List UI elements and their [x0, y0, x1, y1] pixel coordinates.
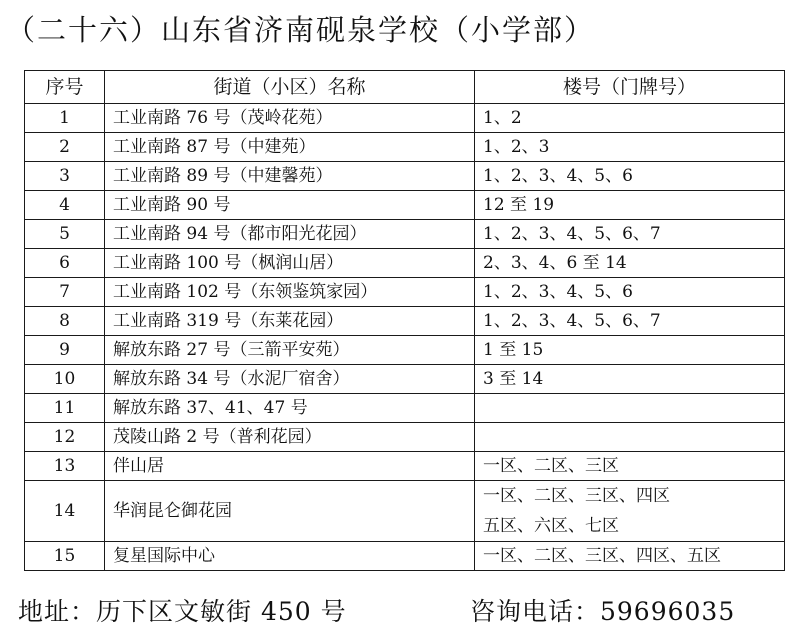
row-street: 工业南路 102 号（东领鉴筑家园）	[105, 278, 475, 307]
table-row	[25, 452, 785, 481]
row-building-numbers	[475, 481, 785, 542]
building-line: 一区、二区、三区、四区	[483, 486, 670, 506]
row-street: 解放东路 34 号（水泥厂宿舍）	[105, 365, 475, 394]
footer-phone: 咨询电话：59696035	[470, 597, 736, 626]
row-street: 工业南路 76 号（茂岭花苑）	[105, 104, 475, 133]
table-row	[25, 542, 785, 571]
row-street: 解放东路 37、41、47 号	[105, 394, 475, 423]
row-building-numbers: 1、2、3、4、5、6、7	[475, 220, 785, 249]
row-street: 工业南路 94 号（都市阳光花园）	[105, 220, 475, 249]
row-index: 6	[25, 249, 105, 278]
row-index: 15	[25, 542, 105, 571]
row-building-numbers: 1 至 15	[475, 336, 785, 365]
row-index: 10	[25, 365, 105, 394]
row-index: 5	[25, 220, 105, 249]
page-title: （二十六）山东省济南砚泉学校（小学部）	[6, 13, 596, 47]
row-street: 复星国际中心	[105, 542, 475, 571]
row-index: 12	[25, 423, 105, 452]
row-building-numbers: 1、2、3、4、5、6	[475, 278, 785, 307]
header-street: 街道（小区）名称	[105, 71, 475, 104]
row-building-numbers	[475, 394, 785, 423]
row-index: 4	[25, 191, 105, 220]
district-table	[24, 70, 785, 571]
table-row	[25, 307, 785, 336]
row-index: 11	[25, 394, 105, 423]
row-index: 8	[25, 307, 105, 336]
table-row	[25, 249, 785, 278]
header-index: 序号	[25, 71, 105, 104]
row-street: 工业南路 319 号（东莱花园）	[105, 307, 475, 336]
row-building-numbers: 12 至 19	[475, 191, 785, 220]
row-index: 9	[25, 336, 105, 365]
row-building-numbers: 1、2	[475, 104, 785, 133]
row-street: 华润昆仑御花园	[105, 481, 475, 542]
table-row	[25, 423, 785, 452]
footer-address: 地址：历下区文敏街 450 号	[18, 597, 347, 626]
row-index: 3	[25, 162, 105, 191]
table-row	[25, 220, 785, 249]
table-row	[25, 365, 785, 394]
row-street: 工业南路 100 号（枫润山居）	[105, 249, 475, 278]
row-building-numbers: 1、2、3	[475, 133, 785, 162]
row-building-numbers: 1、2、3、4、5、6、7	[475, 307, 785, 336]
row-street: 茂陵山路 2 号（普利花园）	[105, 423, 475, 452]
row-building-numbers: 1、2、3、4、5、6	[475, 162, 785, 191]
row-street: 工业南路 90 号	[105, 191, 475, 220]
row-street: 工业南路 87 号（中建苑）	[105, 133, 475, 162]
row-building-numbers: 3 至 14	[475, 365, 785, 394]
row-building-numbers: 一区、二区、三区、四区、五区	[475, 542, 785, 571]
table-row	[25, 481, 785, 542]
table-row	[25, 162, 785, 191]
row-index: 7	[25, 278, 105, 307]
row-index: 1	[25, 104, 105, 133]
table-row	[25, 394, 785, 423]
table-row	[25, 191, 785, 220]
building-line: 五区、六区、七区	[483, 516, 619, 536]
row-building-numbers	[475, 423, 785, 452]
row-street: 伴山居	[105, 452, 475, 481]
table-header-row	[25, 71, 785, 104]
table-row	[25, 104, 785, 133]
row-street: 解放东路 27 号（三箭平安苑）	[105, 336, 475, 365]
table-row	[25, 278, 785, 307]
row-street: 工业南路 89 号（中建馨苑）	[105, 162, 475, 191]
row-index: 13	[25, 452, 105, 481]
row-index: 2	[25, 133, 105, 162]
table-row	[25, 336, 785, 365]
table-row	[25, 133, 785, 162]
row-building-numbers: 2、3、4、6 至 14	[475, 249, 785, 278]
header-building: 楼号（门牌号）	[475, 71, 785, 104]
row-building-numbers: 一区、二区、三区	[475, 452, 785, 481]
row-index: 14	[25, 481, 105, 542]
